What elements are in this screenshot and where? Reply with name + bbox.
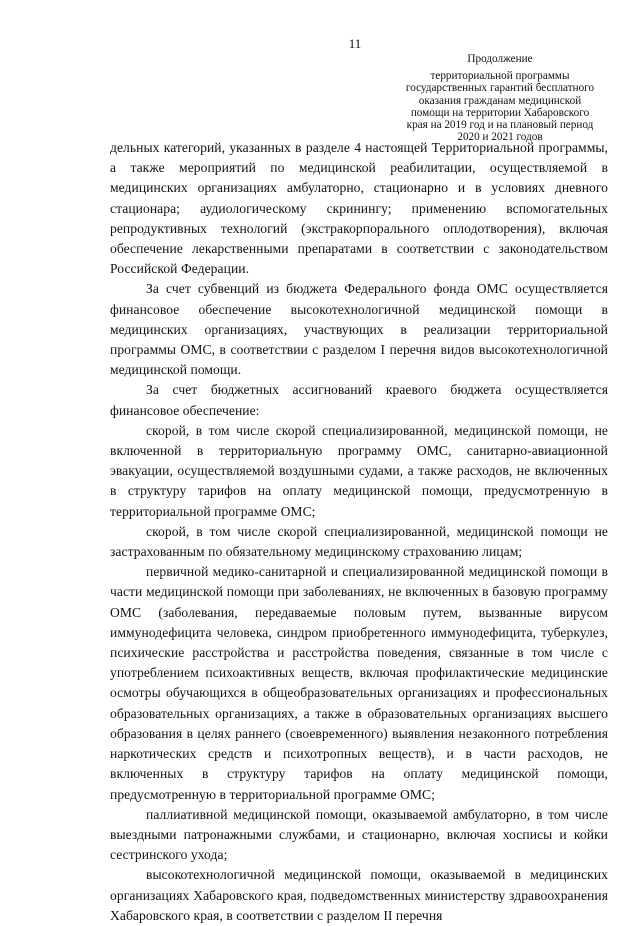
continuation-label: Продолжение	[467, 53, 533, 65]
body-paragraph: скорой, в том числе скорой специализированной, медицинской помощи, не включенной в территориальную программу ОМС, санитарно-авиационной эвакуации, осуществляемой воздушными судами, а также расходов, не включенных в структуру тарифов на оплату медицинской помощи, предусмотренную в территориальной программе ОМС;	[110, 422, 608, 519]
header-title-line: края на 2019 год и на плановый период	[406, 119, 594, 132]
body-paragraph: высокотехнологичной медицинской помощи, оказываемой в медицинских организациях Хабаровского края, подведомственных министерству здравоохранения Хабаровского края, в соответствии с разделом II перечня	[110, 867, 608, 923]
header-title-line: 2020 и 2021 годов	[457, 131, 543, 144]
body-paragraph: первичной медико-санитарной и специализированной медицинской помощи в части медицинской помощи при заболеваниях, не включенных в базовую программу ОМС (заболевания, передаваемые половым путем, вызванные вирусом иммунодефицита человека, синдром приобретенного иммунодефицита, туберкулез, психические расстройства и расстройства поведения, связанные в том числе с употреблением психоактивных веществ, включая профилактические медицинские осмотры обучающихся в общеобразовательных организациях и профессиональных образовательных организациях, а также в образовательных организациях высшего образования в целях раннего (своевременного) выявления незаконного потребления наркотических средств и психотропных веществ), и в части расходов, не включенных в структуру тарифов на оплату медицинской помощи, предусмотренную в территориальной программе ОМС;	[110, 564, 608, 802]
continuation-header	[380, 53, 620, 143]
body-paragraph: дельных категорий, указанных в разделе 4 настоящей Территориальной программы, а также мероприятий по медицинской реабилитации, осуществляемой в медицинских организациях амбулаторно, стационарно и в условиях дневного стационара; аудиологическому скринингу; применению вспомогательных репродуктивных технологий (экстракорпорального оплодотворения), включая обеспечение лекарственными препаратами в соответствии с законодательством Российской Федерации.	[110, 140, 608, 277]
header-title-line: территориальной программы	[430, 70, 570, 83]
document-body	[110, 138, 608, 926]
body-paragraph: За счет субвенций из бюджета Федерального фонда ОМС осуществляется финансовое обеспечение высокотехнологичной медицинской помощи в медицинских организациях, участвующих в реализации территориальной программы ОМС, в соответствии с разделом I перечня видов высокотехнологичной медицинской помощи.	[110, 281, 608, 378]
body-paragraph: паллиативной медицинской помощи, оказываемой амбулаторно, в том числе выездными патронажными службами, и стационарно, включая хосписы и койки сестринского ухода;	[110, 806, 608, 863]
body-paragraph: скорой, в том числе скорой специализированной, медицинской помощи не застрахованным по обязательному медицинскому страхованию лицам;	[110, 523, 608, 560]
page-number: 11	[348, 36, 362, 51]
header-title-line: оказания гражданам медицинской	[418, 94, 582, 107]
header-title-line: помощи на территории Хабаровского	[410, 106, 590, 119]
header-title-line: государственных гарантий бесплатного	[405, 82, 595, 95]
body-paragraph: За счет бюджетных ассигнований краевого бюджета осуществляется финансовое обеспечение:	[110, 382, 608, 418]
